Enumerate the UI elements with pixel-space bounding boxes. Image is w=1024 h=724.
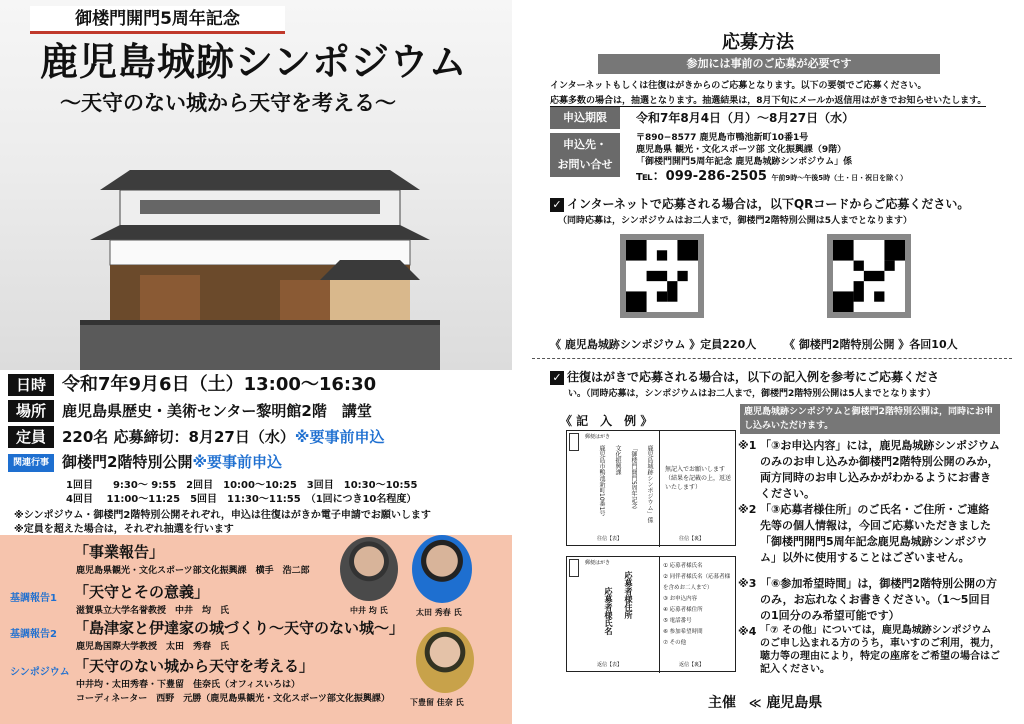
note-2-mark: ※2 bbox=[738, 503, 757, 516]
date-label: 日時 bbox=[8, 374, 54, 396]
card2-address: 応募者様住所 bbox=[624, 571, 633, 619]
notice-2: ※定員を超えた場合は，それぞれ抽選を行います bbox=[14, 524, 234, 535]
card2-item: ③ お申込内容 bbox=[663, 596, 698, 602]
prefecture-logo-icon: ≪ bbox=[748, 696, 762, 710]
application-heading: 応募方法 bbox=[722, 32, 794, 53]
right-panel bbox=[512, 0, 1024, 724]
intro-1: インターネットもしくは往復はがきからのご応募となります。以下の要領でご応募ください。 bbox=[550, 81, 927, 91]
internet-note: （同時応募は，シンポジウムはお二人まで，御楼門2階特別公開は5人までとなります） bbox=[558, 216, 913, 226]
card2-list bbox=[663, 561, 735, 649]
photo-name-shimotoyodome: 下豊留 佳奈 氏 bbox=[410, 698, 464, 707]
program-4-tag: シンポジウム bbox=[10, 667, 70, 678]
qr-pattern-icon bbox=[626, 240, 698, 312]
card-postal-label: 郵便はがき bbox=[585, 434, 611, 440]
card-postal-label-2: 郵便はがき bbox=[585, 560, 611, 566]
castle-gate-illustration bbox=[80, 120, 440, 370]
sponsor-name: 鹿児島県 bbox=[766, 695, 823, 711]
card1-foot-back: 往信【裏】 bbox=[679, 536, 705, 542]
hero-area bbox=[0, 0, 512, 370]
speaker-photo-ota bbox=[412, 535, 472, 603]
related-note: ※要事前申込 bbox=[192, 453, 283, 471]
capacity-label: 定員 bbox=[8, 426, 54, 448]
card2-foot-back: 返信【裏】 bbox=[679, 662, 705, 668]
capacity-row bbox=[62, 425, 384, 449]
qr-code-symposium[interactable] bbox=[620, 234, 704, 318]
related-value: 御楼門2階特別公開 bbox=[62, 453, 193, 471]
program-2-title: 「天守とその意義」 bbox=[74, 583, 210, 601]
card1-address: 鹿児島市鴨池新町10番1号 bbox=[598, 445, 605, 517]
section-divider bbox=[532, 358, 1012, 359]
qr-code-gate-open[interactable] bbox=[827, 234, 911, 318]
program-section bbox=[0, 535, 512, 724]
note-4-mark: ※4 bbox=[738, 625, 757, 638]
speaker-photo-shimotoyodome bbox=[416, 627, 474, 693]
card2-item: ⑤ 電話番号 bbox=[663, 618, 692, 624]
card2-foot: 返信【表】 bbox=[597, 662, 623, 668]
schedule-line-2: 4回目 11:00〜11:25 5回目 11:30〜11:55 （1回につき10名程度） bbox=[66, 494, 417, 505]
qr1-caption: 《 鹿児島城跡シンポジウム 》定員220人 bbox=[550, 338, 757, 351]
notice-1: ※シンポジウム・御楼門2階特別公開それぞれ，申込は往復はがきか電子申請でお願いします bbox=[14, 510, 431, 521]
internet-title: インターネットで応募される場合は，以下QRコードからご応募ください。 bbox=[567, 197, 970, 211]
schedule-line-1: 1回目 9:30〜 9:55 2回目 10:00〜10:25 3回目 10:30〜10:55 bbox=[66, 480, 418, 491]
date-value: 令和7年9月6日（土）13:00〜16:30 bbox=[62, 374, 377, 395]
card1-event: 「御楼門開門5周年記念 bbox=[630, 445, 637, 509]
qr-pattern-icon bbox=[833, 240, 905, 312]
example-label: 《 記 入 例 》 bbox=[560, 414, 653, 428]
note-1-mark: ※1 bbox=[738, 439, 757, 452]
stamp-icon bbox=[569, 433, 579, 451]
card2-item: ⑥ 参加希望時間 bbox=[663, 629, 703, 635]
contact-tel: ℡：099-286-2505 bbox=[636, 169, 767, 184]
postcard-reply-example bbox=[566, 556, 736, 672]
program-4-coordinator: コーディネーター 西野 元勝（鹿児島県観光・文化スポーツ部文化振興課） bbox=[76, 694, 390, 704]
place-value: 鹿児島県歴史・美術センター黎明館2階 講堂 bbox=[62, 402, 372, 420]
card1-right-note: 無記入でお願いします（結果を記載の上，返送いたします） bbox=[665, 466, 732, 491]
checkbox-icon: ✓ bbox=[550, 371, 564, 385]
intro-2: 応募多数の場合は，抽選となります。抽選結果は，8月下旬にメールか返信用はがきでお知らせいたします。 bbox=[550, 93, 986, 107]
contact-label bbox=[550, 133, 620, 177]
event-subtitle: 〜天守のない城から天守を考える〜 bbox=[60, 91, 396, 115]
contact-hours: 午前9時〜午後5時（土・日・祝日を除く） bbox=[771, 174, 908, 182]
program-2-speaker: 滋賀県立大学名誉教授 中井 均 氏 bbox=[76, 606, 230, 616]
card1-dept: 文化振興課 bbox=[614, 445, 621, 475]
contact-label-line2: お問い合せ bbox=[557, 158, 613, 171]
sponsor-label: 主催 bbox=[708, 695, 736, 711]
card1-foot: 往信【表】 bbox=[597, 536, 623, 542]
contact-label-line1: 申込先・ bbox=[563, 138, 607, 151]
related-row bbox=[62, 450, 282, 474]
program-4-speaker: 中井均・太田秀春・下豊留 佳奈氏（オフィスいろは） bbox=[76, 680, 301, 690]
contact-address: 〒890−8577 鹿児島市鴨池新町10番1号 bbox=[636, 133, 809, 143]
card2-name: 応募者様氏名 bbox=[604, 587, 613, 635]
event-title: 鹿児島城跡シンポジウム bbox=[40, 40, 468, 84]
card2-item: ④ 応募者様住所 bbox=[663, 607, 703, 613]
event-info bbox=[0, 372, 512, 535]
note-4-text: 「⑦ その他」については，鹿児島城跡シンポジウムのご申し込まれる方のうち，車いすのご利用，視力，聴力等の理由により，特定の座席をご希望の場合はご記入ください。 bbox=[760, 625, 1000, 675]
postcard-title-2: い。（同時応募は，シンポジウムはお二人まで，御楼門2階特別公開は5人までとなります） bbox=[568, 389, 936, 399]
card-fold-line bbox=[659, 431, 660, 547]
card1-office: 鹿児島城跡シンポジウム」係 bbox=[646, 445, 653, 523]
note-3-text: 「⑥参加希望時間」は，御楼門2階特別公開の方のみ，お忘れなくお書きください。（1〜5回目の1回分のみ希望可能です） bbox=[760, 577, 997, 622]
card2-item: ① 応募者様氏名 bbox=[663, 563, 703, 569]
postcard-title-1: 往復はがきで応募される場合は，以下の記入例を参考にご応募くださ bbox=[567, 370, 940, 384]
program-3-speaker: 鹿児島国際大学教授 太田 秀春 氏 bbox=[76, 642, 230, 652]
sponsor-row bbox=[708, 692, 822, 712]
related-label: 関連行事 bbox=[8, 454, 54, 472]
program-3-tag: 基調報告2 bbox=[10, 629, 57, 640]
photo-name-ota: 太田 秀春 氏 bbox=[416, 608, 462, 617]
program-3-title: 「島津家と伊達家の城づくり〜天守のない城〜」 bbox=[74, 619, 405, 637]
checkbox-icon: ✓ bbox=[550, 198, 564, 212]
card2-item: ⑦ その他 bbox=[663, 640, 687, 646]
period-label: 申込期限 bbox=[550, 107, 620, 129]
postcard-title-row bbox=[550, 368, 939, 385]
note-2-text: 「③応募者様住所」のご氏名・ご住所・ご連絡先等の個人情報は，今回ご応募いただきました「御楼門開門5周年記念鹿児島城跡シンポジウム」以外に使用することはございません。 bbox=[760, 503, 991, 564]
postcard-outgoing-example bbox=[566, 430, 736, 546]
place-label: 場所 bbox=[8, 400, 54, 422]
contact-office: 「御楼門開門5周年記念 鹿児島城跡シンポジウム」係 bbox=[636, 157, 853, 167]
program-1-speaker: 鹿児島県観光・文化スポーツ部文化振興課 横手 浩二郎 bbox=[76, 566, 310, 576]
contact-details bbox=[636, 132, 907, 187]
prereg-bar: 参加には事前のご応募が必要です bbox=[598, 54, 940, 74]
contact-tel-row bbox=[636, 168, 907, 187]
anniversary-banner: 御楼門開門5周年記念 bbox=[30, 6, 285, 34]
program-2-tag: 基調報告1 bbox=[10, 593, 57, 604]
card2-item: ② 同伴者様氏名（応募者様を含めお二人まで） bbox=[663, 574, 731, 591]
speaker-photo-nakai bbox=[340, 537, 398, 601]
program-4-title: 「天守のない城から天守を考える」 bbox=[74, 657, 315, 675]
capacity-value: 220名 応募締切：8月27日（水） bbox=[62, 428, 295, 446]
example-box: 鹿児島城跡シンポジウムと御楼門2階特別公開は，同時にお申し込みいただけます。 bbox=[740, 404, 1000, 434]
period-value: 令和7年8月4日（月）〜8月27日（水） bbox=[636, 111, 855, 125]
note-3-mark: ※3 bbox=[738, 577, 757, 590]
card-fold-line bbox=[659, 557, 660, 673]
stamp-icon bbox=[569, 559, 579, 577]
contact-dept: 鹿児島県 観光・文化スポーツ部 文化振興課（9階） bbox=[636, 145, 847, 155]
photo-name-nakai: 中井 均 氏 bbox=[350, 606, 388, 615]
note-1-text: 「③お申込内容」には，鹿児島城跡シンポジウムのみのお申し込みか御楼門2階特別公開のみか，両方同時のお申し込みかがわかるようにお書きください。 bbox=[760, 439, 1000, 500]
capacity-note: ※要事前申込 bbox=[294, 428, 385, 446]
internet-title-row bbox=[550, 195, 969, 212]
qr2-caption: 《 御楼門2階特別公開 》各回10人 bbox=[784, 338, 958, 351]
program-1-title: 「事業報告」 bbox=[74, 543, 165, 561]
